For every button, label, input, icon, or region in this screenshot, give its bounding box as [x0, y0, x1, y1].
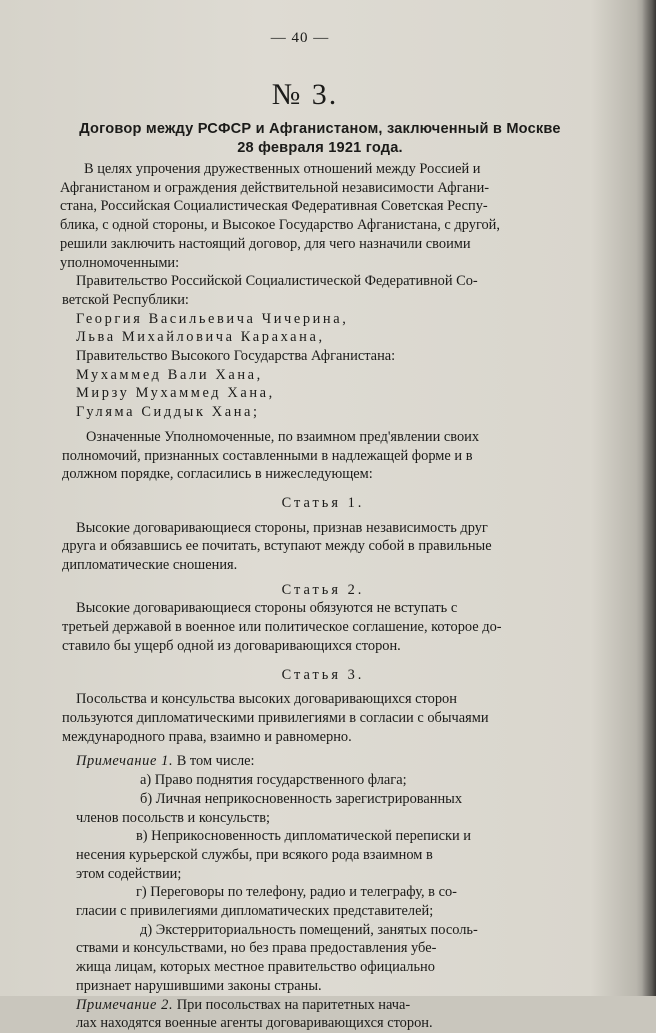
article-line: друга и обязавшись ее почитать, вступают между собой в правильные: [62, 538, 492, 555]
note-item: д) Экстерриториальность помещений, занятых посоль-: [140, 921, 478, 938]
plenipotentiary-name: Мухаммед Вали Хана,: [76, 366, 263, 383]
article-line: третьей державой в военное или политическое соглашение, которое до-: [62, 619, 502, 636]
note-item: а) Право поднятия государственного флага;: [140, 772, 407, 789]
note-item: б) Личная неприкосновенность зарегистрированных: [140, 790, 463, 807]
credentials-line: полномочий, признанных составленными в надлежащей форме и в: [62, 447, 473, 464]
title-line: Договор между РСФСР и Афганистаном, заключенный в Москве: [79, 121, 561, 137]
note-item-cont: несения курьерской службы, при всякого рода взаимном в: [76, 846, 433, 863]
credentials-line: Означенные Уполномоченные, по взаимном пред'явлении своих: [86, 428, 480, 445]
note-item-cont: ствами и консульствами, но без права предоставления убе-: [76, 940, 437, 957]
note-item-cont: жища лицам, которых местное правительство официально: [76, 959, 435, 976]
plenipotentiary-name: Гуляма Сиддык Хана;: [76, 404, 260, 421]
note-item-cont: признает нарушившими законы страны.: [76, 977, 322, 994]
note-item-cont: этом содействии;: [76, 865, 182, 882]
article-heading: Статья 1.: [281, 494, 365, 511]
preamble-line: Афганистаном и ограждения действительной независимости Афгани-: [60, 179, 490, 196]
note-item-cont: членов посольств и консульств;: [76, 809, 270, 826]
preamble-line: решили заключить настоящий договор, для чего назначили своими: [60, 235, 471, 252]
preamble-line: уполномоченными:: [60, 254, 180, 271]
note-text: В том числе:: [173, 753, 255, 770]
note-item: г) Переговоры по телефону, радио и телеграфу, в со-: [136, 884, 457, 901]
note-1: [76, 752, 570, 771]
article-line: дипломатические сношения.: [62, 557, 238, 574]
preamble-line: блика, с одной стороны, и Высокое Государство Афганистана, с другой,: [60, 217, 500, 234]
credentials-line: должном порядке, согласились в нижеследующем:: [62, 466, 373, 483]
article-line: Высокие договаривающиеся стороны обязуются не вступать с: [76, 600, 458, 617]
article-line: Посольства и консульства высоких договаривающихся сторон: [76, 691, 457, 708]
rsfsr-government: ветской Республики:: [62, 291, 189, 308]
article-heading: Статья 3.: [281, 666, 365, 683]
note-item-cont: гласии с привилегиями дипломатических представителей;: [76, 903, 434, 920]
article-line: международного права, взаимно и равномерно.: [62, 728, 352, 745]
article-line: пользуются дипломатическими привилегиями в согласии с обычаями: [62, 709, 489, 726]
title-line: 28 февраля 1921 года.: [237, 140, 403, 156]
note-item: в) Неприкосновенность дипломатической переписки и: [136, 828, 471, 845]
note-2-cont: лах находятся военные агенты договаривающихся сторон.: [76, 1015, 433, 1032]
article-line: ставило бы ущерб одной из договаривающихся сторон.: [62, 637, 401, 654]
afghan-government: Правительство Высокого Государства Афганистана:: [76, 348, 396, 365]
article-heading: Статья 2.: [281, 581, 365, 598]
note-2: [76, 996, 570, 1015]
note-label: Примечание 2.: [76, 996, 174, 1013]
page-shadow-edge: [642, 0, 656, 996]
preamble: [60, 160, 570, 272]
document-body: [60, 160, 570, 1033]
article-line: Высокие договаривающиеся стороны, признав независимость друг: [76, 519, 488, 536]
rsfsr-government: Правительство Российской Социалистической Федеративной Со-: [76, 273, 478, 290]
plenipotentiary-name: Льва Михайловича Карахана,: [76, 329, 325, 346]
plenipotentiary-name: Мирзу Мухаммед Хана,: [76, 385, 275, 402]
document-title: [50, 120, 590, 158]
preamble-line: стана, Российская Социалистическая Федеративная Советская Респу-: [60, 198, 488, 215]
preamble-line: В целях упрочения дружественных отношений между Россией и: [84, 161, 481, 177]
note-text: При посольствах на паритетных нача-: [173, 996, 411, 1013]
document-number: № 3.: [271, 78, 339, 111]
plenipotentiary-name: Георгия Васильевича Чичерина,: [76, 310, 349, 327]
page-number: — 40 —: [270, 30, 330, 46]
note-label: Примечание 1.: [76, 753, 174, 770]
